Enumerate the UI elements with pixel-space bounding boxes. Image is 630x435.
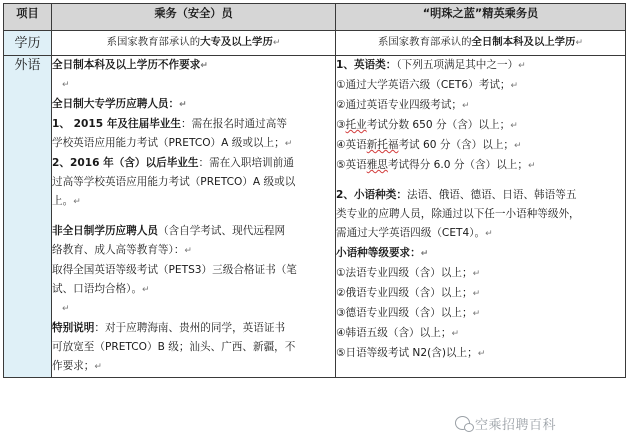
text-line: 作要求；↵ [52, 360, 102, 372]
text-line: ①通过大学英语六级（CET6）考试；↵ [336, 79, 519, 91]
line-text: 1、英语类： [336, 59, 397, 71]
header-cabin-safety-crew: 乘务（安全）员 [52, 4, 336, 31]
line-text: （含自学考试、现代远程网 [157, 225, 286, 237]
text-line: ①法语专业四级（含）以上；↵ [336, 267, 481, 279]
text-line: 上。↵ [52, 195, 81, 207]
text-line: 全日制本科及以上学历不作要求↵ [52, 59, 208, 71]
text-line [52, 319, 335, 338]
line-text: 取得全国英语等级考试（PETS3）三级合格证书（笔 [52, 264, 297, 276]
text-line: ②俄语专业四级（含）以上；↵ [336, 287, 481, 299]
spacer [52, 212, 335, 222]
line-text: 作要求； [52, 360, 95, 372]
foreign-requirement-a [52, 56, 336, 378]
line-text: （下列五项满足其中之一） [396, 59, 519, 71]
education-b-bold: 全日制本科及以上学历 [471, 36, 576, 48]
line-text: 学校英语应用能力考试（PRETCO）A 级或以上； [52, 137, 285, 149]
text-line: 需通过大学英语四级（CET4）。↵ [336, 227, 493, 239]
foreign-requirement-b [336, 56, 626, 378]
line-text: ③德语专业四级（含）以上； [336, 307, 473, 319]
line-text: ②通过英语专业四级考试； [336, 99, 463, 111]
text-line: ③德语专业四级（含）以上；↵ [336, 307, 481, 319]
line-text: 2、小语种类： [336, 189, 407, 201]
blank-line: ↵ [62, 304, 70, 314]
line-text: 过高等学校英语应用能力考试（PRETCO）A 级或以 [52, 176, 296, 188]
line-text: ：需在报名时通过高等 [180, 118, 287, 130]
line-text: ③ [336, 119, 346, 131]
line-text: 考试 60 分（含）以上； [398, 139, 515, 151]
text-line: 试、口语均合格）。↵ [52, 283, 150, 295]
education-label: 学历 [4, 31, 52, 56]
line-text: 上。 [52, 195, 74, 207]
watermark [455, 413, 625, 433]
text-line [52, 154, 335, 173]
text-line: ④韩语五级（含）以上；↵ [336, 327, 459, 339]
text-line: ②通过英语专业四级考试；↵ [336, 99, 470, 111]
line-text: ：对于应聘海南、贵州的同学，英语证书 [94, 322, 286, 334]
text-line [336, 205, 625, 224]
line-text: ①通过大学英语六级（CET6）考试； [336, 79, 511, 91]
text-line [336, 186, 625, 205]
education-requirement-b: 系国家教育部承认的全日制本科及以上学历↵ [336, 31, 626, 56]
education-row [4, 31, 626, 56]
text-line [52, 173, 335, 192]
header-elite-crew: “明珠之蓝”精英乘务员 [336, 4, 626, 31]
line-text: 全日制本科及以上学历不作要求 [52, 59, 201, 71]
header-row [4, 4, 626, 31]
line-text: 2、2016 年（含）以后毕业生 [52, 157, 199, 169]
line-text: 可放宽至（PRETCO）B 级；汕头、广西、新疆，不 [52, 341, 296, 353]
text-line [52, 338, 335, 357]
line-text: ⑤英语 [336, 159, 367, 171]
spacer [336, 176, 625, 186]
line-text: ②俄语专业四级（含）以上； [336, 287, 473, 299]
line-text: 新托福 [366, 139, 399, 151]
education-a-text: 系国家教育部承认的 [106, 36, 201, 48]
line-text: 小语种等级要求： [336, 247, 421, 259]
text-line: ⑤英语雅思考试得分 6.0 分（含）以上；↵ [336, 159, 536, 171]
line-text: 络教育、成人高等教育等）： [52, 244, 185, 256]
text-line [52, 115, 335, 134]
line-text: ：需在入职培训前通 [198, 157, 294, 169]
line-text: ⑤日语等级考试 N2(含)以上； [336, 347, 478, 359]
text-line: 1、英语类：（下列五项满足其中之一）↵ [336, 59, 526, 71]
text-line [52, 222, 335, 241]
blank-line: ↵ [62, 80, 70, 90]
line-text: 试、口语均合格）。 [52, 283, 143, 295]
requirements-table [3, 3, 626, 378]
line-text: ④韩语五级（含）以上； [336, 327, 452, 339]
text-line: ④英语新托福考试 60 分（含）以上；↵ [336, 139, 522, 151]
education-requirement-a: 系国家教育部承认的大专及以上学历↵ [52, 31, 336, 56]
line-text: 特别说明 [52, 322, 95, 334]
text-line [52, 261, 335, 280]
text-line: ③托业考试分数 650 分（含）以上；↵ [336, 119, 518, 131]
line-text: ①法语专业四级（含）以上； [336, 267, 473, 279]
text-line: 学校英语应用能力考试（PRETCO）A 级或以上；↵ [52, 137, 293, 149]
text-line: 络教育、成人高等教育等）：↵ [52, 244, 192, 256]
text-line: ⑤日语等级考试 N2(含)以上；↵ [336, 347, 486, 359]
wechat-icon [455, 416, 470, 430]
watermark-text: 空乘招聘百科 [475, 417, 557, 433]
line-text: 非全日制学历应聘人员 [52, 225, 158, 237]
text-line: 全日制大专学历应聘人员：↵ [52, 98, 187, 110]
line-text: ④英语 [336, 139, 367, 151]
line-text: 雅思 [366, 159, 388, 171]
line-text: 法语、俄语、德语、日语、韩语等五 [406, 189, 577, 201]
education-b-text: 系国家教育部承认的 [378, 36, 472, 48]
foreign-language-label: 外语 [4, 56, 52, 378]
foreign-language-row [4, 56, 626, 378]
line-text: 考试得分 6.0 分（含）以上； [387, 159, 528, 171]
text-line: 小语种等级要求：↵ [336, 247, 429, 259]
education-a-bold: 大专及以上学历 [200, 36, 273, 48]
line-text: 考试分数 650 分（含）以上； [366, 119, 511, 131]
line-text: 需通过大学英语四级（CET4）。 [336, 227, 486, 239]
line-text: 1、 2015 年及往届毕业生 [52, 118, 181, 130]
header-category: 项目 [4, 4, 52, 31]
line-text: 托业 [345, 119, 367, 131]
line-text: 全日制大专学历应聘人员： [52, 98, 180, 110]
line-text: 类专业的应聘人员，除通过以下任一小语种等级外， [336, 208, 580, 220]
